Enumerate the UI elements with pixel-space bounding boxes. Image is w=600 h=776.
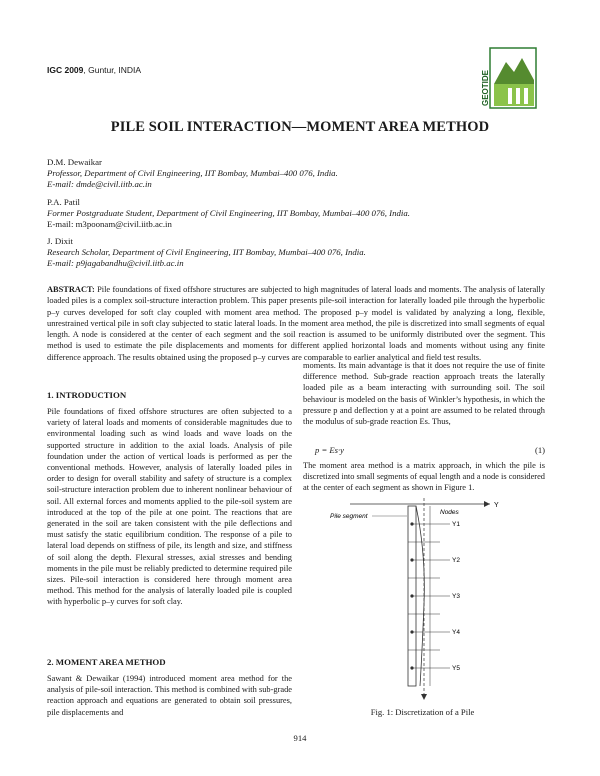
moment-area-heading: 2. MOMENT AREA METHOD — [47, 657, 166, 667]
author-block-3 — [47, 236, 366, 270]
conference-location: , Guntur, INDIA — [83, 65, 142, 75]
page-number: 914 — [293, 733, 307, 743]
geotide-logo — [478, 44, 538, 110]
pile-discretization-figure — [330, 494, 530, 704]
node-label: Y5 — [452, 665, 460, 672]
author-affiliation: Former Postgraduate Student, Department of Civil Engineering, IIT Bombay, Mumbai–400 076, India. — [47, 208, 410, 219]
intro-text: Pile foundations of fixed offshore structures are often subjected to a variety of lateral loads and moments of considerable magnitudes due to environmental loading such as wind loads and wave loads on the supported structure in addition to the axial loads. Analysis of pile foundation under the action of vertical loads is performed as per the conventional methods. However, analysis of laterally loaded piles in order to design for overall stability and safety of structure is a complex soil-structure interaction problem due to inherent nonlinear behaviour of soil. All external forces and moments applied to the pile-soil system are introduced at the top of the pile at one point. The reactions that are generated in the soil are taken consistent with the pile deflections and must satisfy the static equilibrium condition. The response of a pile to lateral load depends on stiffness of pile, its length and size, and stiffness of soil along the depth. Flexural stresses, axial stresses and bending moments in the pile must be reliably predicted to determine required pile sizes. Pile-soil interaction is considered here through moment area method. This method for the analysis of laterally loaded pile is coupled with hyperbolic p–y curves for soft clay. — [47, 407, 292, 607]
author-email: E-mail: dmde@civil.iitb.ac.in — [47, 179, 152, 190]
intro-heading: 1. INTRODUCTION — [47, 390, 127, 400]
figure-caption: Fig. 1: Discretization of a Pile — [370, 707, 475, 717]
author-block-2 — [47, 197, 410, 231]
conference-name: IGC 2009 — [47, 65, 84, 75]
logo-text: GEOTIDE — [481, 69, 490, 106]
right-column-text-2: The moment area method is a matrix approach, in which the pile is discretized into small segments of equal length and a node is considered at the center of each segment as shown in Figure 1. — [303, 461, 545, 493]
node-label: Y4 — [452, 629, 460, 636]
depth-arrow — [421, 694, 427, 700]
equation-1 — [315, 445, 545, 455]
equation-expression: p = Es·y — [315, 445, 344, 455]
logo-graphic — [478, 44, 538, 110]
pile-diagram — [330, 494, 530, 704]
author-email: E-mail: p9jagabandhu@civil.iitb.ac.in — [47, 258, 184, 269]
abstract — [47, 284, 545, 363]
node-label: Y2 — [452, 557, 460, 564]
right-column-text-1: moments. Its main advantage is that it does not require the use of finite difference method. Sub-grade reaction approach treats the laterally loaded pile as a beam interacting with surrounding soil. The soil behaviour is modeled on the basis of Winkler’s hypothesis, in which the pressure p and deflection y at a point are assumed to be related through the modulus of sub-grade reaction Es. Thus, — [303, 361, 545, 427]
author-name: J. Dixit — [47, 236, 73, 246]
load-arrow — [484, 501, 490, 507]
y-axis-label: Y — [494, 502, 499, 509]
moment-area-text: Sawant & Dewaikar (1994) introduced moment area method for the analysis of pile-soil interaction. This method is combined with sub-grade reaction approach and equations are generated to obtain soil pressures, pile displacements and — [47, 674, 292, 717]
paper-title: PILE SOIL INTERACTION—MOMENT AREA METHOD — [110, 119, 490, 135]
author-block-1 — [47, 157, 338, 191]
author-name: P.A. Patil — [47, 197, 80, 207]
abstract-text: Pile foundations of fixed offshore structures are subjected to high magnitudes of lateral loads and moments. The analysis of laterally loaded piles is a complex soil-structure interaction problem. This paper presents pile-soil interaction for laterally loaded pile through the hyperbolic p–y curves developed for soft clay coupled with moment area method. The proposed p–y model is validated by analyzing a long, flexible, unrestrained vertical pile in soft clay subjected to static lateral loads. In the moment area method, the pile is discretized into small segments of equal length. A node is considered at the center of each segment and the soil reaction is assumed to be uniformly distributed over the segment. This method is used to estimate the pile displacements and moments for different applied horizontal loads and moments without using any finite difference approach. The results obtained using the proposed p–y curves are comparable to earlier analytical and field test results. — [47, 285, 545, 362]
author-name: D.M. Dewaikar — [47, 157, 102, 167]
node-label: Y3 — [452, 593, 460, 600]
equation-number: (1) — [534, 445, 545, 455]
conference-header — [47, 65, 141, 75]
abstract-label: ABSTRACT: — [47, 285, 95, 294]
pile-segment-label: Pile segment — [330, 513, 368, 520]
nodes-label: Nodes — [440, 509, 459, 516]
author-affiliation: Professor, Department of Civil Engineering, IIT Bombay, Mumbai–400 076, India. — [47, 168, 338, 179]
author-affiliation: Research Scholar, Department of Civil Engineering, IIT Bombay, Mumbai–400 076, India. — [47, 247, 366, 258]
node-label: Y1 — [452, 521, 460, 528]
author-email: E-mail: m3poonam@civil.iitb.ac.in — [47, 219, 172, 230]
